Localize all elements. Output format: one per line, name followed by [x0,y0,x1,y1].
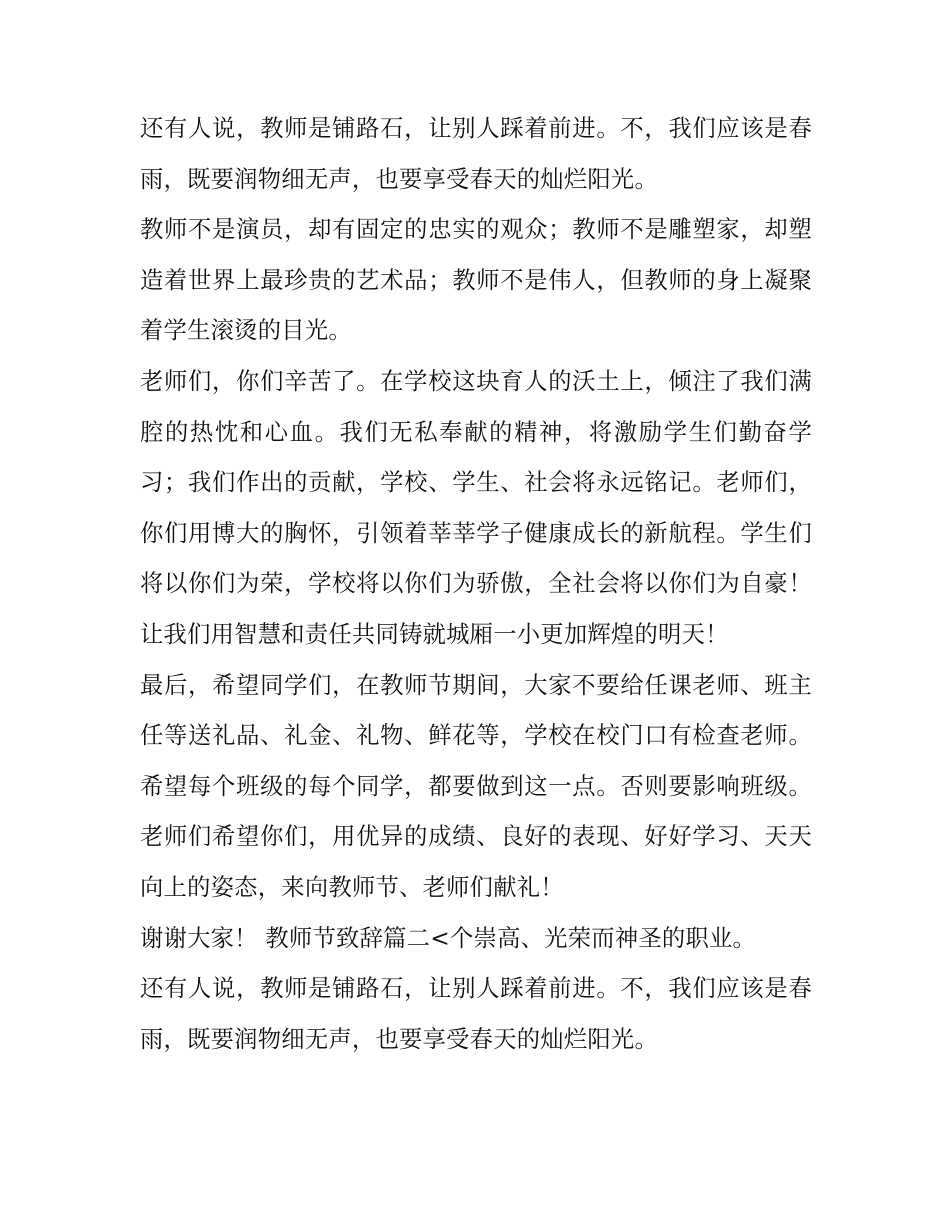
paragraph-2: 教师不是演员，却有固定的忠实的观众；教师不是雕塑家，却塑造着世界上最珍贵的艺术品；教师不是伟人，但教师的身上凝聚着学生滚烫的目光。 [140,216,812,345]
paragraph-3: 老师们，你们辛苦了。在学校这块育人的沃土上，倾注了我们满腔的热忱和心血。我们无私奉献的精神，将激励学生们勤奋学习；我们作出的贡献，学校、学生、社会将永远铭记。老师们，你们用博大的胸怀，引领着莘莘学子健康成长的新航程。学生们将以你们为荣，学校将以你们为骄傲，全社会将以你们为自豪！让我们用智慧和责任共同铸就城厢一小更加辉煌的明天！ [140,367,812,648]
paragraph-1: 还有人说，教师是铺路石，让别人踩着前进。不，我们应该是春雨，既要润物细无声，也要享受春天的灿烂阳光。 [140,115,812,193]
document-page [140,104,812,1065]
paragraph-4: 最后，希望同学们，在教师节期间，大家不要给任课老师、班主任等送礼品、礼金、礼物、鲜花等，学校在校门口有检查老师。希望每个班级的每个同学，都要做到这一点。否则要影响班级。老师们希望你们，用优异的成绩、良好的表现、好好学习、天天向上的姿态，来向教师节、老师们献礼！ [140,671,812,901]
paragraph-6: 还有人说，教师是铺路石，让别人踩着前进。不，我们应该是春雨，既要润物细无声，也要享受春天的灿烂阳光。 [140,975,812,1053]
paragraph-5: 谢谢大家！ 教师节致辞篇二<个崇高、光荣而神圣的职业。 [140,924,757,952]
